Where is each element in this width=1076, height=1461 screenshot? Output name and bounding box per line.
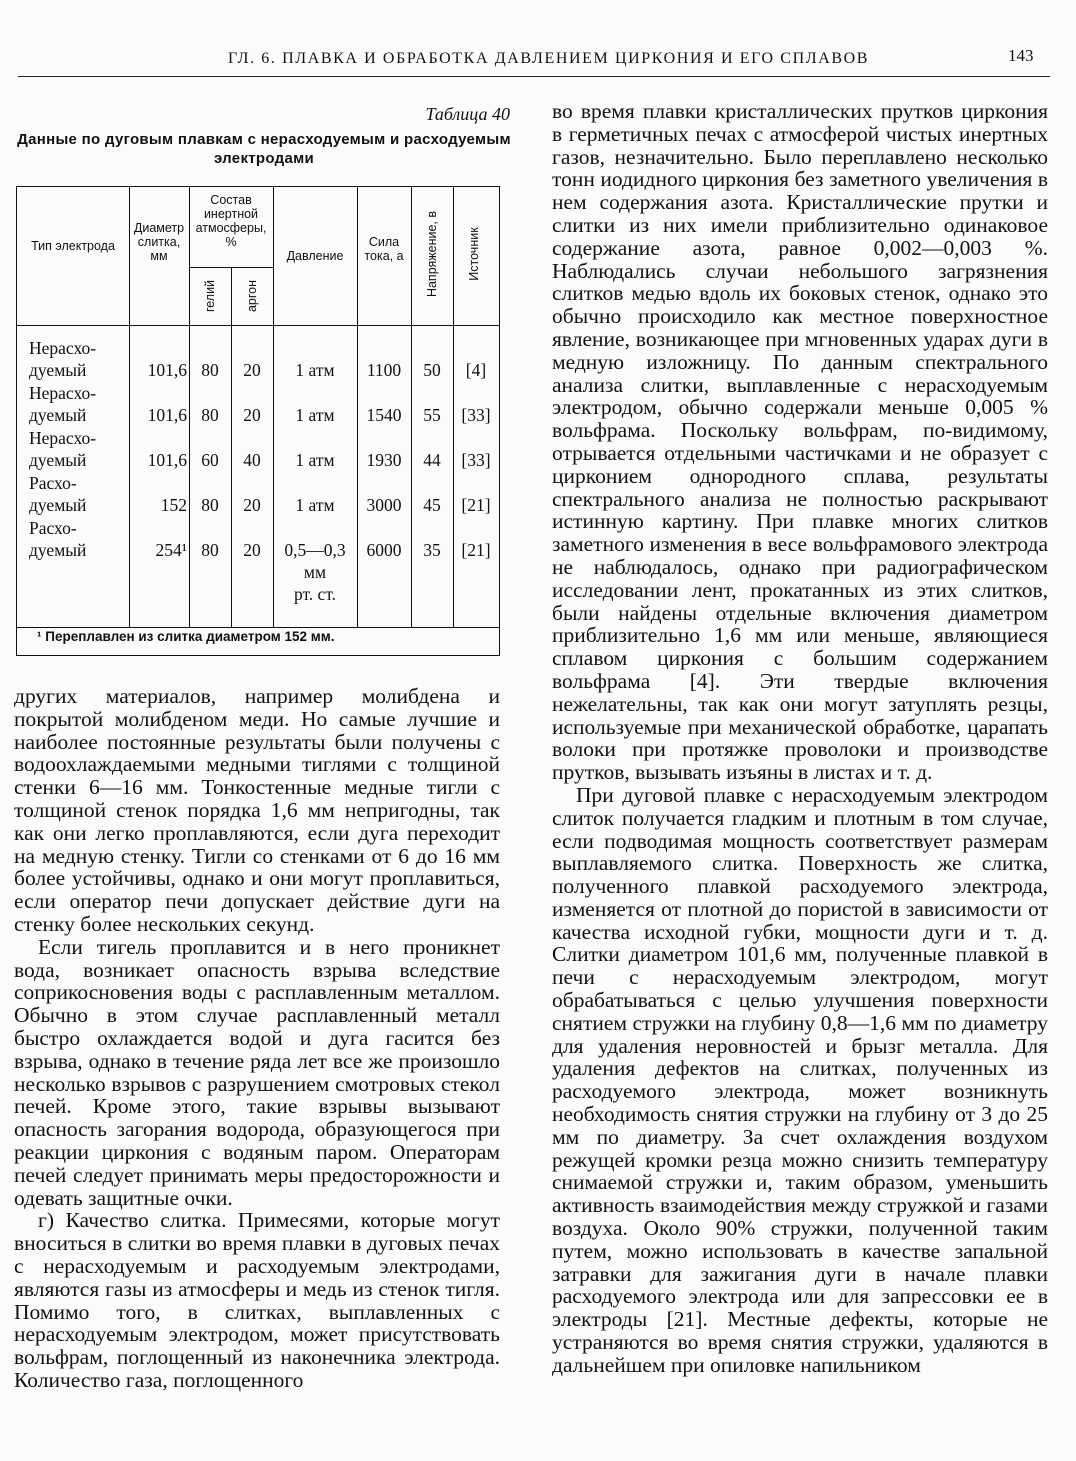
cell-diameter: 101,6 bbox=[147, 360, 187, 380]
cell-pressure: 1 атм bbox=[295, 405, 335, 425]
cell-type-line2: дуемый bbox=[29, 495, 87, 515]
cell-type-line2: дуемый bbox=[29, 405, 87, 425]
cell-pressure: 1 атм bbox=[295, 495, 335, 515]
cell-voltage: 55 bbox=[423, 405, 441, 425]
cell-argon: 20 bbox=[243, 405, 261, 425]
cell-type-line2: дуемый bbox=[29, 360, 87, 380]
right-column bbox=[552, 100, 1048, 1377]
header-argon: аргон bbox=[245, 279, 259, 313]
cell-argon: 40 bbox=[243, 450, 261, 470]
cell-helium: 80 bbox=[201, 540, 219, 560]
table-divider bbox=[17, 325, 499, 326]
cell-helium: 60 bbox=[201, 450, 219, 470]
cell-diameter: 101,6 bbox=[147, 405, 187, 425]
cell-current: 6000 bbox=[366, 540, 402, 560]
page-number: 143 bbox=[1008, 46, 1034, 65]
header-rule bbox=[18, 76, 1050, 77]
cell-type-line2: дуемый bbox=[29, 450, 87, 470]
cell-current: 1930 bbox=[366, 450, 402, 470]
cell-voltage: 44 bbox=[423, 450, 441, 470]
paragraph: других материалов, например молибдена и покрытой молибденом меди. Но самые лучшие и наиболее постоянные результаты были получены с водоохлаждаемыми медными тиглями с толщиной стенки 6—16 мм. Тонкостенные медные тигли с толщиной стенок порядка 1,6 мм непригодны, так как они легко проплавляются, если дуга переходит на медную стенку. Тигли со стенками от 6 до 16 мм более устойчивы, однако и они могут проплавиться, если оператор печи допускает действие дуги на стенку более нескольких секунд. bbox=[14, 684, 500, 936]
cell-current: 3000 bbox=[366, 495, 402, 515]
cell-pressure-extra: мм bbox=[303, 562, 327, 582]
cell-type-line1: Расхо- bbox=[29, 473, 77, 493]
cell-pressure-extra: рт. ст. bbox=[293, 584, 337, 604]
cell-diameter: 101,6 bbox=[147, 450, 187, 470]
cell-helium: 80 bbox=[201, 405, 219, 425]
paragraph: во время плавки кристаллических прутков циркония в герметичных печах с атмосферой чистых инертных газов, незначительно. Было переплавлено несколько тонн иодидного циркония без заметного увеличения в нем содержания азота. Кристаллические прутки и слитки из них имели приблизительно одинаковое содержание азота, равное 0,002—0,003 %. Наблюдались случаи небольшого загрязнения слитков медью вдоль их боковых стенок, однако это обычно происходило как местное поверхностное явление, возникающее при мгновенных ударах дуги в медную изложницу. По данным спектрального анализа слитки, выплавленные с нерасходуемым электродом, обычно содержали меньше 0,005 % вольфрама. Поскольку вольфрам, по-видимому, отрывается отдельными частичками и не образует с цирконием однородного сплава, результаты спектрального анализа не полностью раскрывают истинную картину. При плавке многих слитков заметного изменения в весе вольфрамового электрода не наблюдалось, однако при радиографическом исследовании лент, прокатанных из этих слитков, были найдены отдельные включения диаметром приблизительно 1,6 мм или меньше, являющиеся сплавом циркония с большим содержанием вольфрама [4]. Эти твердые включения нежелательны, так как они могут затуплять резцы, используемые при механической обработке, царапать волоки при протяжке проволоки и производстве прутков, вызывать изъяны в листах и т. д. bbox=[552, 99, 1048, 785]
cell-source: [33] bbox=[461, 405, 491, 425]
cell-diameter: 152 bbox=[160, 495, 187, 515]
table-divider bbox=[17, 627, 499, 628]
cell-current: 1100 bbox=[366, 360, 402, 380]
cell-diameter: 254¹ bbox=[155, 540, 187, 560]
table-title: Данные по дуговым плавкам с нерасходуемым и расходуемым электродами bbox=[17, 131, 511, 167]
cell-voltage: 50 bbox=[423, 360, 441, 380]
cell-current: 1540 bbox=[366, 405, 402, 425]
paragraph: При дуговой плавке с нерасходуемым электродом слиток получается гладким и плотным в том случае, если подводимая мощность соответствует размерам выплавляемого слитка. Поверхность же слитка, полученного плавкой расходуемого электрода, изменяется от плотной до пористой в зависимости от качества исходной губки, мощности дуги и т. д. Слитки диаметром 101,6 мм, полученные плавкой в печи с нерасходуемым электродом, могут обрабатываться с целью улучшения поверхности снятием стружки на глубину 0,8—1,6 мм по диаметру для удаления неровностей и брызг металла. Для удаления дефектов на слитках, полученных из расходуемого электрода, может возникнуть необходимость снятия стружки на глубину от 3 до 25 мм по диаметру. За счет охлаждения воздухом режущей кромки резца можно снизить температуру снимаемой стружки и, таким образом, уменьшить активность взаимодействия между стружкой и газами воздуха. Около 90% стружки, полученной таким путем, можно использовать в качестве запальной затравки для зажигания дуги в начале плавки расходуемого электрода или для запрессовки ее в электроды [21]. Местные дефекты, которые не устраняются во время снятия стружки, удаляются в дальнейшем при опиловке напильником bbox=[552, 782, 1048, 1377]
table-footnote: ¹ Переплавлен из слитка диаметром 152 мм. bbox=[37, 629, 335, 644]
cell-type-line1: Нерасхо- bbox=[29, 383, 97, 403]
header-ingot-diameter: Диаметр слитка, мм bbox=[133, 221, 185, 263]
cell-pressure: 1 атм bbox=[295, 360, 335, 380]
cell-argon: 20 bbox=[243, 540, 261, 560]
paragraph: Если тигель проплавится и в него проникнет вода, возникает опасность взрыва вследствие соприкосновения воды с расплавленным металлом. Обычно в этом случае расплавленный металл быстро охлаждается водой и дуга гасится без взрыва, однако в течение ряда лет все же произошло несколько взрывов с разрушением смотровых стекол печей. Кроме этого, такие взрывы вызывают опасность загорания водорода, образующегося при реакции циркония с водяным паром. Операторам печей следует принимать меры предосторожности и одевать защитные очки. bbox=[14, 934, 500, 1210]
header-voltage: Напряжение, в bbox=[425, 210, 439, 298]
paragraph: г) Качество слитка. Примесями, которые могут вноситься в слитки во время плавки в дуговых печах с нерасходуемым и расходуемым электродами, являются газы из атмосферы и медь из стенок тигля. Помимо того, в слитках, выплавленных с нерасходуемым электродом, может присутствовать вольфрам, поглощенный из наконечника электрода. Количество газа, поглощенного bbox=[14, 1208, 500, 1392]
cell-pressure: 1 атм bbox=[295, 450, 335, 470]
header-electrode-type: Тип электрода bbox=[31, 239, 115, 253]
header-gas-composition: Состав инертной атмосферы, % bbox=[195, 193, 267, 249]
cell-argon: 20 bbox=[243, 495, 261, 515]
table-caption: Таблица 40 bbox=[425, 104, 510, 124]
cell-type-line2: дуемый bbox=[29, 540, 87, 560]
cell-type-line1: Нерасхо- bbox=[29, 338, 97, 358]
cell-source: [21] bbox=[461, 495, 491, 515]
header-helium: гелий bbox=[203, 279, 217, 313]
data-table bbox=[16, 186, 500, 656]
header-pressure: Давление bbox=[286, 249, 344, 263]
table-divider bbox=[231, 267, 232, 627]
cell-argon: 20 bbox=[243, 360, 261, 380]
left-column bbox=[14, 685, 500, 1392]
cell-voltage: 45 bbox=[423, 495, 441, 515]
running-title: ГЛ. 6. ПЛАВКА И ОБРАБОТКА ДАВЛЕНИЕМ ЦИРКОНИЯ И ЕГО СПЛАВОВ bbox=[228, 50, 870, 67]
cell-voltage: 35 bbox=[423, 540, 441, 560]
page-header bbox=[0, 46, 1076, 76]
header-source: Источник bbox=[467, 227, 481, 281]
cell-source: [4] bbox=[465, 360, 487, 380]
cell-helium: 80 bbox=[201, 360, 219, 380]
cell-type-line1: Нерасхо- bbox=[29, 428, 97, 448]
cell-type-line1: Расхо- bbox=[29, 518, 77, 538]
cell-pressure: 0,5—0,3 bbox=[284, 540, 346, 560]
cell-helium: 80 bbox=[201, 495, 219, 515]
table-divider bbox=[189, 267, 273, 268]
header-current: Сила тока, а bbox=[364, 235, 404, 263]
cell-source: [21] bbox=[461, 540, 491, 560]
cell-source: [33] bbox=[461, 450, 491, 470]
